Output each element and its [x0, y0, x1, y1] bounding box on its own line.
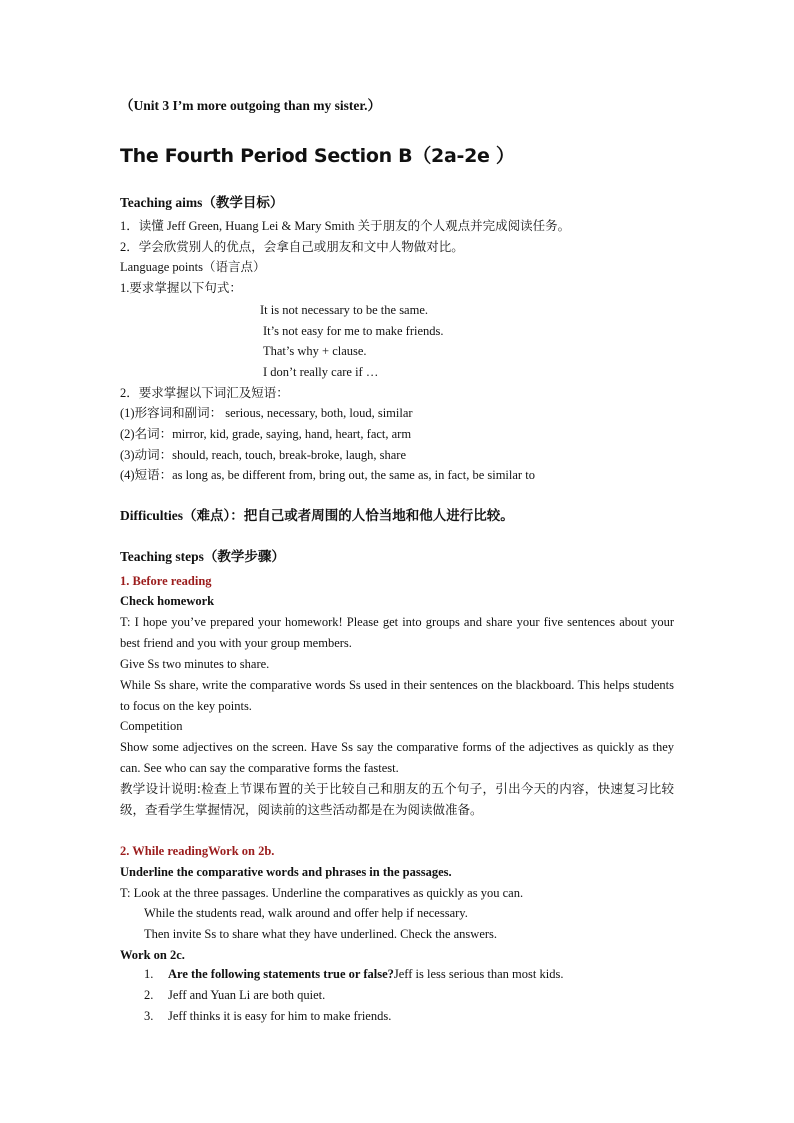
work-2c-label: Work on 2c. — [120, 948, 185, 962]
vocab-item: (4)短语：as long as, be different from, bring out, the same as, in fact, be similar to — [120, 468, 535, 482]
vocab-label: 2．要求掌握以下词汇及短语： — [120, 386, 289, 400]
vocab-item: (3)动词：should, reach, touch, break-broke, laugh, share — [120, 448, 407, 462]
competition-label: Competition — [120, 719, 183, 733]
list-item: Jeff and Yuan Li are both quiet. — [168, 988, 326, 1002]
sentence-pattern: That’s why + clause. — [263, 344, 367, 358]
work-2b-label: Work on 2b. — [208, 844, 275, 858]
vocab-item: (2)名词：mirror, kid, grade, saying, hand, heart, fact, arm — [120, 427, 412, 441]
language-points-label: Language points（语言点） — [120, 260, 266, 274]
teaching-steps-heading: Teaching steps（教学步骤） — [120, 549, 285, 564]
check-homework-label: Check homework — [120, 594, 215, 608]
sentence-pattern: I don’t really care if … — [263, 365, 379, 379]
list-item — [168, 966, 563, 982]
while-reading-title — [120, 843, 274, 859]
aim-item: 1．读懂 Jeff Green, Huang Lei & Mary Smith 关于朋友的个人观点并完成阅读任务。 — [120, 219, 571, 233]
teaching-aims-heading: Teaching aims（教学目标） — [120, 195, 284, 210]
list-item: Jeff thinks it is easy for him to make friends. — [168, 1009, 392, 1023]
walk-around-instruction: While the students read, walk around and offer help if necessary. — [144, 906, 468, 920]
invite-instruction: Then invite Ss to share what they have underlined. Check the answers. — [144, 927, 498, 941]
underline-instruction: Underline the comparative words and phrases in the passages. — [120, 865, 452, 879]
aim-item: 2．学会欣赏别人的优点，会拿自己或朋友和文中人物做对比。 — [120, 240, 464, 254]
share-instruction: Give Ss two minutes to share. — [120, 657, 270, 671]
list-number: 2. — [144, 988, 154, 1002]
list-item-bold: Are the following statements true or false? — [168, 967, 394, 981]
sentences-label: 1.要求掌握以下句式： — [120, 281, 242, 295]
competition-instruction: Show some adjectives on the screen. Have Ss say the comparative forms of the adjectives as quickly as they can. See who can say the comparative forms the fastest. — [120, 740, 674, 775]
sentence-pattern: It is not necessary to be the same. — [260, 303, 429, 317]
teacher-instruction: T: I hope you’ve prepared your homework! Please get into groups and share your five sentences about your best friend and you with your group members. — [120, 615, 674, 650]
unit-title: （Unit 3 I’m more outgoing than my sister.） — [120, 98, 382, 113]
period-title: The Fourth Period Section B（2a-2e ） — [120, 145, 515, 167]
sentence-pattern: It’s not easy for me to make friends. — [263, 324, 444, 338]
vocab-item: (1)形容词和副词： serious, necessary, both, loud, similar — [120, 406, 413, 420]
list-item-text: Jeff is less serious than most kids. — [393, 967, 564, 981]
list-number: 3. — [144, 1009, 154, 1023]
list-number: 1. — [144, 967, 154, 981]
teacher-instruction: T: Look at the three passages. Underline the comparatives as quickly as you can. — [120, 886, 524, 900]
difficulties-heading: Difficulties（难点）：把自己或者周围的人恰当地和他人进行比较。 — [120, 508, 514, 523]
blackboard-instruction: While Ss share, write the comparative words Ss used in their sentences on the blackboard. This helps students to focus on the key points. — [120, 678, 674, 713]
before-reading-title: 1. Before reading — [120, 574, 212, 588]
while-reading-label: 2. While reading — [120, 844, 209, 858]
design-note: 教学设计说明:检查上节课布置的关于比较自己和朋友的五个句子，引出今天的内容，快速复习比较级，查看学生掌握情况，阅读前的这些活动都是在为阅读做准备。 — [120, 781, 674, 817]
